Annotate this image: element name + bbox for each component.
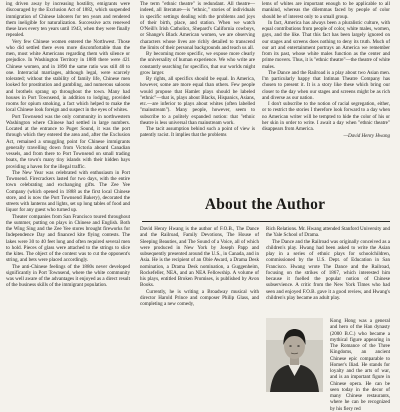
paragraph: The tacit assumption behind such a point of view is patently racist. It implies that the problems [140,126,255,139]
heading-rule [142,221,390,222]
paragraph: The term "ethnic theatre" is redundant. All theatre—indeed, all literature—is "ethnic," stories of individuals in specific settings dealing with the problems and joys of their birth, place, and station. When we watch O'Neill's Irish Catholics, Shepard's California cowboys, or Shange's Black American women, we are observing characters whose lives are richly detailed to transcend the limits of their personal backgrounds and teach us all. [140,1,255,51]
portrait-image [266,318,323,392]
paragraph: Very few Chinese women entered the Northwest. Those who did settled there even more discomfortable than the men, most white Americans regarding them with silence or prejudice. In Washington Territory in 1880 there were 421 Chinese women, and in 1890 the same ratio was still 40 to one. Interracial marriages, although legal, were scarcely tolerated; without the stability of family life, Chinese men looked for prostitution and gambling, and numerous saloons and brothels sprang up throughout the town. Many had houses in Port Townsend, in addition to lodging, provided rooms for opium smoking, a fact which helped to make the local Chinese look foreign and suspect in the eyes of whites. [6,38,130,114]
paragraph: By becoming more specific, we expose more clearly the universality of human experience. We who write are constantly searching for specifics, that our worlds might grow larger. [140,51,255,76]
author-photo [266,318,323,392]
paragraph: By rights, all specifics should be equal. In America, however, some are more equal than others. Few people would propose that Hamlet plays should be labeled "ethnic"—that is, plays about Blacks, Hispanics, Asians, etc.—are inferior to plays about whites (often labelled "mainstream"). Many people, however, seem to subscribe to a politely expanded notion: that "ethnic theatre is less universal than mainstream work. [140,76,255,126]
about-the-author-heading: About the Author [204,196,326,213]
essay-column-right [262,1,390,187]
paragraph: I don't subscribe to the notion of racial segregation, either, or to restrict the stories I therefore look forward to a day when no American writer will be tempted to hide the color of his or her skin in order to write. I await a day when "ethnic theatre" disappears from America. [262,101,390,132]
paragraph: Currently, he is writing a Broadway musical with director Harold Prince and composer Philip Glass, and completing a new comedy, [140,288,259,307]
author-bio-column-right [266,226,390,313]
paragraph: David Henry Hwang is the author of F.O.B., The Dance and the Railroad, Family Devotions, The House of Sleeping Beauties, and The Sound of a Voice, all of which were produced in New York by Joseph Papp and subsequently presented around the U.S., in Canada, and in Asia. He is the recipient of an Obie Award, a Drama Desk nomination, a Drama Desk nomination, a Guggenheim, Rockefeller, NEA, and an NEA Fellowship. A volume of his plays, entitled Broken Promises, is published by Avon Books. [140,226,259,289]
paragraph: Port Townsend was the only community in northwestern Washington where Chinese had settled in large numbers. Located at the entrance to Puget Sound, it was the port through which they entered the area and, after the Exclusion Act, remained a smuggling point for Chinese immigrants generally travelling down from Victoria aboard Canadian vessels, and from there to Port Townsend on small trading boats, the town's many tiny islands with their hidden bays providing a haven for the illegal traffic. [6,113,130,170]
essay-signature: —David Henry Hwang [343,133,390,140]
paragraph: In fact, America has always been a pluralistic culture, with equal contributions from people of color, white males, women, gays, and the like. That this fact has been largely ignored on our stages and screens does nothing to deny its truth. Much of our art and entertainment portrays an America we remember from its past, whose white males function as the center and prime movers. Thus, it is "ethnic theatre"—the theatre of white males. [262,19,390,70]
paragraph: Kong Hong was a general and hero of the Han dynasty (2000 B.C.) who became a mythical figure appearing in The Romance of the Three Kingdoms, an ancient Chinese epic comparable to Homer's Iliad. He stands for loyalty and the arts of war, and is an important figure in Chinese opera. He can be seen today in the decor of many Chinese restaurants, where he can be recognized by his fiery red [330,318,390,412]
paragraph: The New Year was celebrated with enthusiasm in Port Townsend. Firecrackers lasted for two days, with the entire town celebrating and exchanging gifts. The Zee Yee Company (which opened in 1888 as the first local Chinese store, and is now the Port Townsend Bakery), decorated the streets with lanterns and lights, set up long tables of food and liquor for any guest who turned up. [6,169,130,214]
paragraph: The anti-Chinese feelings of the 1880s never developed significantly in Port Townsend, where the white community was well aware of the advantages it enjoyed as a direct result of the business skills of the immigrant population. [6,263,130,289]
paragraph: The Dance and the Railroad was originally conceived as a children's play. Hwang had been asked to write the Asian play in a series of ethnic plays for schoolchildren, commissioned by the U.S. Dept. of Education in San Francisco. Hwang wrote The Dance and the Railroad, focusing on the strikes of 1867, which interested him because it fuelled the popular notion of Chinese subservience. A critic from the New York Times who had seen and enjoyed F.O.B. gave it a good review, and Hwang's children's play became an adult play. [266,238,390,301]
paragraph: Theater companies from San Francisco toured throughout the summer, putting on plays in Chinese and English. Both the Wing Sing and the Zee Yee stores brought fireworks for Independence Day and financed kite flying contests. The lakes were 30 to 40 feet long and often required several men to hold. Pieces of glass were attached to the strings to slice the kites. The object of the contest was to cut the opponent's string, and bets were placed accordingly. [6,213,130,264]
paragraph: ing driven away by increasing hostility, emigrants were discouraged by the Exclusion Act of 1882, which suspended immigration of Chinese laborers for ten years and rendered them ineligible for naturalization. Successive acts renewed these laws every ten years until 1943, when they were finally repealed. [6,1,130,39]
author-bio-column [140,226,259,398]
paragraph: Rich Relations. Mr. Hwang attended Stanford University and the Yale School of Drama. [266,226,390,239]
paragraph: lems of whites are important enough to be applicable to all mankind, whereas the dilemmas faced by people of color should be of interest only to a small group. [262,1,390,20]
paragraph: The Dance and the Railroad is a play about two Asian men. I'm particularly happy that Intiman Theatre Company has chosen to present it. It is a story like these which bring our closer to the day when our stages and screens might be as rich and diverse as our nation. [262,69,390,101]
essay-column-left [140,1,255,187]
history-article-column [6,1,130,399]
kwan-kung-note [330,318,390,412]
